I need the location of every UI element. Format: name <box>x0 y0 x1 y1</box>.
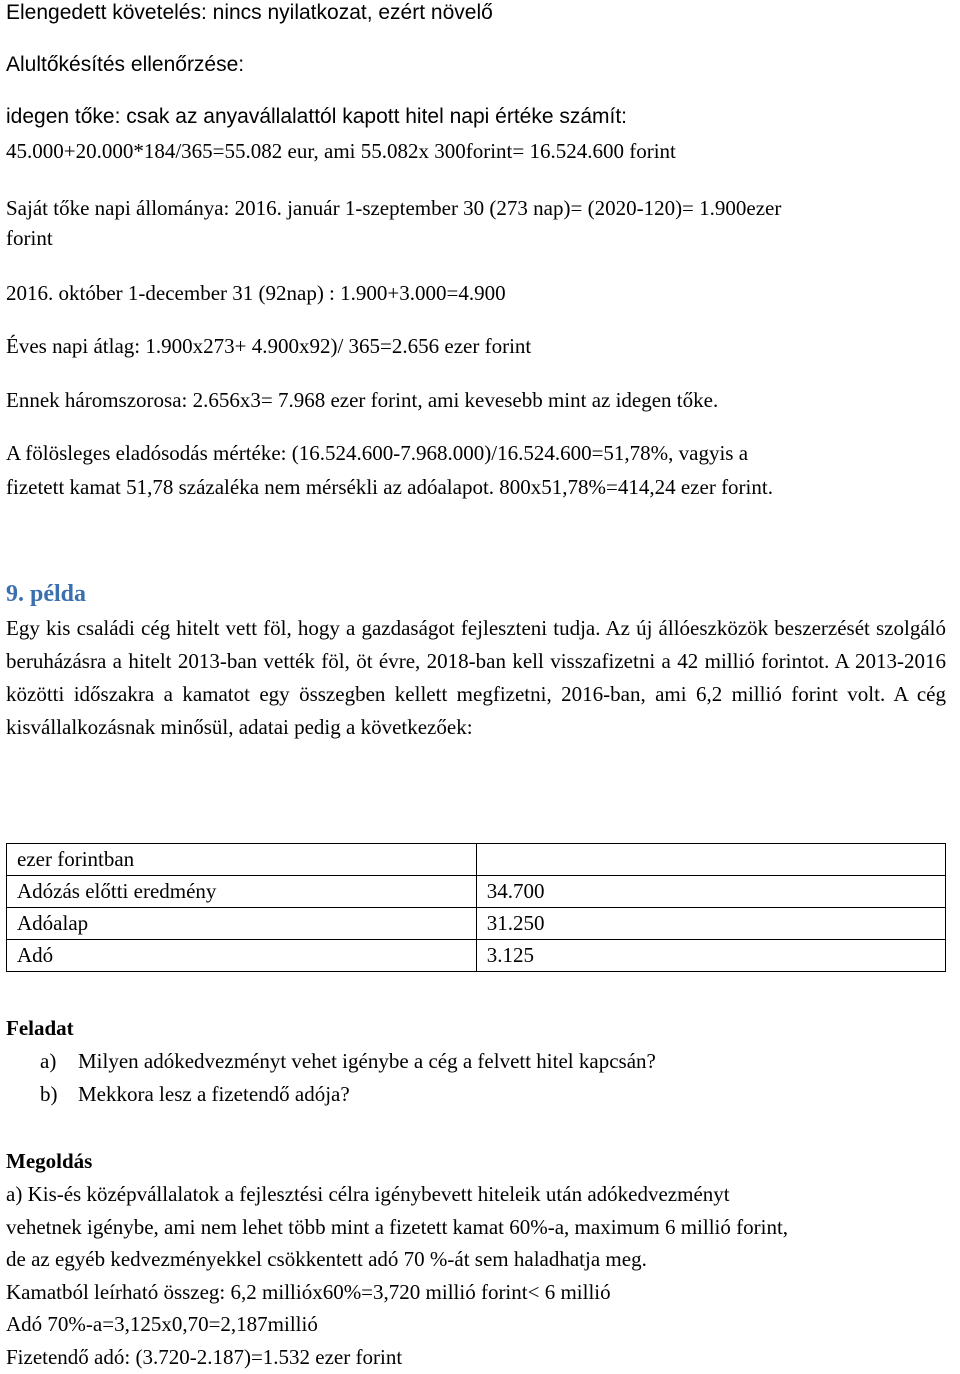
intro-line-9: Ennek háromszorosa: 2.656x3= 7.968 ezer forint, ami kevesebb mint az idegen tőke. <box>6 388 719 412</box>
solution-line: Fizetendő adó: (3.720-2.187)=1.532 ezer forint <box>6 1344 403 1369</box>
task-item-b <box>40 1081 350 1107</box>
table-row <box>7 876 946 908</box>
solution-line: a) Kis-és középvállalatok a fejlesztési célra igénybevett hiteleik után adókedvezményt <box>6 1182 730 1206</box>
solution-line: Kamatból leírható összeg: 6,2 millióx60%=3,720 millió forint< 6 millió <box>6 1279 611 1304</box>
task-item-text: Mekkora lesz a fizetendő adója? <box>78 1082 350 1106</box>
table-cell-label: Adó <box>7 940 477 972</box>
intro-line-7: 2016. október 1-december 31 (92nap) : 1.900+3.000=4.900 <box>6 281 506 305</box>
table-row <box>7 908 946 940</box>
intro-line-1: Elengedett követelés: nincs nyilatkozat, ezért növelő <box>6 1 493 24</box>
table-cell-value: 3.125 <box>476 940 945 972</box>
intro-line-6: forint <box>6 226 53 250</box>
solution-line: de az egyéb kedvezményekkel csökkentett adó 70 %-át sem haladhatja meg. <box>6 1247 647 1271</box>
table-cell-value: 31.250 <box>476 908 945 940</box>
task-item-a <box>40 1048 656 1074</box>
solution-body <box>6 1178 946 1373</box>
table-row <box>7 844 946 876</box>
table-cell-label: Adózás előtti eredmény <box>7 876 477 908</box>
table-cell-value: 34.700 <box>476 876 945 908</box>
task-item-label: b) <box>40 1082 58 1106</box>
intro-line-3: idegen tőke: csak az anyavállalattól kapott hitel napi értéke számít: <box>6 105 628 128</box>
table-row <box>7 940 946 972</box>
task-heading: Feladat <box>6 1016 74 1040</box>
solution-heading: Megoldás <box>6 1149 93 1173</box>
intro-line-8: Éves napi átlag: 1.900x273+ 4.900x92)/ 365=2.656 ezer forint <box>6 334 532 358</box>
task-item-text: Milyen adókedvezményt vehet igénybe a cég a felvett hitel kapcsán? <box>78 1049 656 1073</box>
solution-line: vehetnek igénybe, ami nem lehet több mint a fizetett kamat 60%-a, maximum 6 millió forint, <box>6 1214 789 1239</box>
table-cell-label: Adóalap <box>7 908 477 940</box>
example-paragraph: Egy kis családi cég hitelt vett föl, hogy a gazdaságot fejleszteni tudja. Az új állóeszközök beszerzését szolgáló beruházásra a hitelt 2013-ban vették föl, öt évre, 2018-ban kell visszafizetni a 42 millió forintot. A 2013-2016 közötti időszakra a kamatot egy összegben kellett megfizetni, 2016-ban, ami 6,2 millió forint volt. A cég kisvállalkozásnak minősül, adatai pedig a következőek: <box>6 616 946 739</box>
table-cell-value <box>476 844 945 876</box>
intro-line-11: fizetett kamat 51,78 százaléka nem mérsékli az adóalapot. 800x51,78%=414,24 ezer forint. <box>6 475 773 499</box>
intro-line-2: Alultőkésítés ellenőrzése: <box>6 53 245 76</box>
example-heading: 9. példa <box>6 581 87 607</box>
intro-line-4: 45.000+20.000*184/365=55.082 eur, ami 55.082x 300forint= 16.524.600 forint <box>6 139 676 163</box>
table-cell-label: ezer forintban <box>7 844 477 876</box>
intro-line-5: Saját tőke napi állománya: 2016. január 1-szeptember 30 (273 nap)= (2020-120)= 1.900ezer <box>6 196 782 220</box>
solution-line: Adó 70%-a=3,125x0,70=2,187millió <box>6 1312 318 1336</box>
intro-line-10: A fölösleges eladósodás mértéke: (16.524.600-7.968.000)/16.524.600=51,78%, vagyis a <box>6 441 749 465</box>
task-item-label: a) <box>40 1049 57 1073</box>
data-table <box>6 843 946 972</box>
